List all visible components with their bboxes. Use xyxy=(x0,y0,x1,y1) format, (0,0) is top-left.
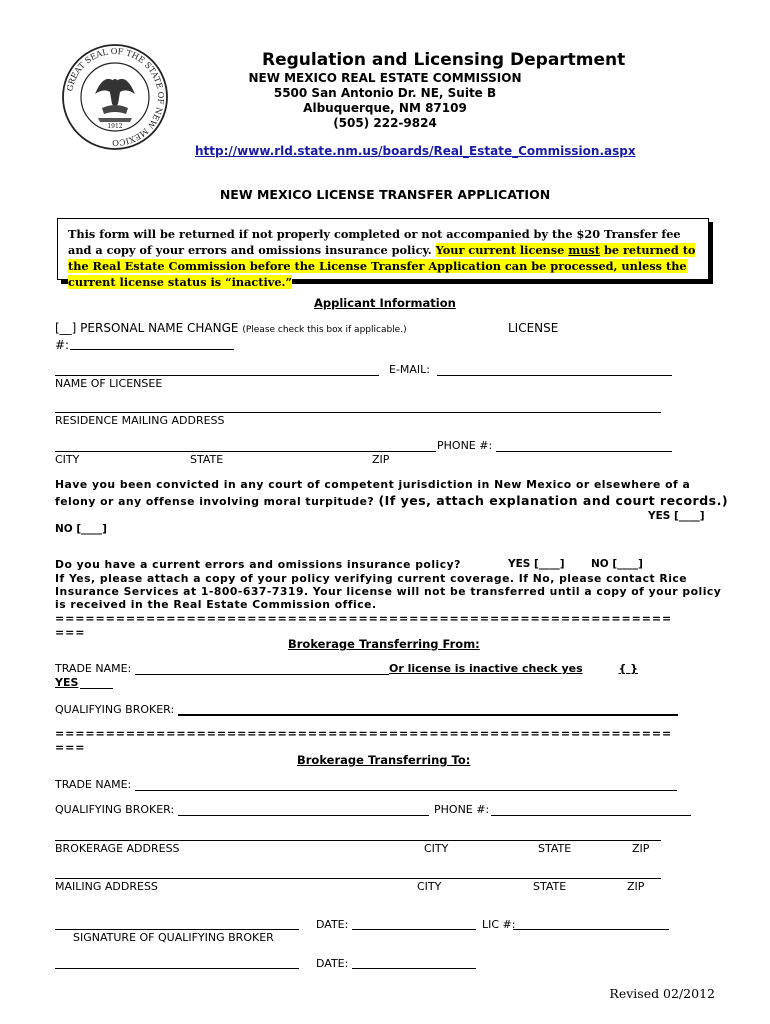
svg-text:1912: 1912 xyxy=(107,123,123,130)
brokerage-from-title: Brokerage Transferring From: xyxy=(288,637,480,651)
notice-highlight: Your current license must be returned to the Real Estate Commission before the License Transfer Application can be processed, unless the current license status is “inactive.” xyxy=(68,243,696,289)
residence-address-field[interactable] xyxy=(55,412,661,413)
notice-box xyxy=(57,218,709,289)
name-change-note: (Please check this box if applicable.) xyxy=(242,325,407,335)
phone-number: (505) 222-9824 xyxy=(333,116,437,130)
signature-label: SIGNATURE OF QUALIFYING BROKER xyxy=(73,931,274,944)
brokerage-zip-label: ZIP xyxy=(632,842,650,855)
conviction-question-line1: Have you been convicted in any court of competent jurisdiction in New Mexico or elsewhere of a xyxy=(55,478,691,491)
insurance-line3: Insurance Services at 1-800-637-7319. Your license will not be transferred until a copy of your policy xyxy=(55,585,722,598)
insurance-line4: is received in the Real Estate Commission office. xyxy=(55,598,377,611)
street-address: 5500 San Antonio Dr. NE, Suite B xyxy=(273,86,497,100)
revised-date: Revised 02/2012 xyxy=(609,986,715,1001)
divider-line-2-end: === xyxy=(55,741,86,754)
mailing-state-label: STATE xyxy=(533,880,567,893)
brokerage-state-label: STATE xyxy=(538,842,572,855)
state-label: STATE xyxy=(190,453,224,466)
conviction-yes-checkbox[interactable]: YES [____] xyxy=(648,510,705,522)
from-qualifying-broker-field[interactable] xyxy=(178,714,678,716)
signature-field[interactable] xyxy=(55,929,299,930)
signature-field-2[interactable] xyxy=(55,968,299,969)
phone-label: PHONE #: xyxy=(437,439,493,452)
from-trade-name-label: TRADE NAME: xyxy=(55,662,132,675)
mailing-city-label: CITY xyxy=(417,880,442,893)
commission-name: NEW MEXICO REAL ESTATE COMMISSION xyxy=(248,71,522,85)
insurance-yes-checkbox[interactable]: YES [____] xyxy=(508,558,565,570)
name-of-licensee-label: NAME OF LICENSEE xyxy=(55,377,163,390)
applicant-section-title: Applicant Information xyxy=(314,296,456,310)
date-field-2[interactable] xyxy=(352,968,476,969)
mailing-zip-label: ZIP xyxy=(627,880,645,893)
license-number-field[interactable] xyxy=(70,349,234,350)
from-trade-name-field[interactable] xyxy=(135,674,389,675)
lic-label: LIC #: xyxy=(482,918,516,931)
divider-line-2: ============================================================= xyxy=(55,727,673,740)
license-label: LICENSE xyxy=(508,321,559,335)
city-state-zip-field[interactable] xyxy=(55,451,436,452)
conviction-question-line2: felony or any offense involving moral turpitude? (If yes, attach explanation and court records.) xyxy=(55,493,729,508)
brokerage-to-title: Brokerage Transferring To: xyxy=(297,753,471,767)
from-qualifying-broker-label: QUALIFYING BROKER: xyxy=(55,703,175,716)
residence-address-label: RESIDENCE MAILING ADDRESS xyxy=(55,414,225,427)
to-qualifying-broker-label: QUALIFYING BROKER: xyxy=(55,803,175,816)
insurance-no-checkbox[interactable]: NO [____] xyxy=(591,558,643,570)
date-field[interactable] xyxy=(352,929,476,930)
commission-website-link[interactable]: http://www.rld.state.nm.us/boards/Real_Estate_Commission.aspx xyxy=(195,144,636,158)
brokerage-address-label: BROKERAGE ADDRESS xyxy=(55,842,180,855)
svg-text:GREAT SEAL OF THE STATE OF NEW: GREAT SEAL OF THE STATE OF NEW MEXICO xyxy=(64,45,167,149)
phone-field[interactable] xyxy=(496,451,672,452)
lic-field[interactable] xyxy=(513,929,669,930)
license-hash-label: #: xyxy=(55,338,70,352)
to-trade-name-field[interactable] xyxy=(135,790,677,791)
insurance-question: Do you have a current errors and omissions insurance policy? xyxy=(55,558,461,571)
form-title: NEW MEXICO LICENSE TRANSFER APPLICATION xyxy=(219,187,551,202)
to-trade-name-label: TRADE NAME: xyxy=(55,778,132,791)
date-label: DATE: xyxy=(316,918,349,931)
date-label-2: DATE: xyxy=(316,957,349,970)
conviction-no-checkbox[interactable]: NO [____] xyxy=(55,523,107,535)
inactive-license-option[interactable]: Or license is inactive check yes { } xyxy=(389,662,638,675)
divider-line-end: === xyxy=(55,626,86,639)
email-field[interactable] xyxy=(437,375,672,376)
mailing-address-label: MAILING ADDRESS xyxy=(55,880,158,893)
inactive-yes-label: YES xyxy=(55,676,79,689)
mailing-address-field[interactable] xyxy=(55,878,661,879)
brokerage-city-label: CITY xyxy=(424,842,449,855)
insurance-line2: If Yes, please attach a copy of your policy verifying current coverage. If No, please contact Rice xyxy=(55,572,688,585)
zip-label: ZIP xyxy=(372,453,390,466)
licensee-name-field[interactable] xyxy=(55,375,379,376)
brokerage-address-field[interactable] xyxy=(55,840,661,841)
notice-text: This form will be returned if not properly completed or not accompanied by the $20 Transfer fee and a copy of your errors and omissions insurance policy. xyxy=(68,227,681,257)
name-change-checkbox[interactable]: [__] PERSONAL NAME CHANGE (Please check this box if applicable.) xyxy=(55,321,407,335)
department-title: Regulation and Licensing Department xyxy=(262,50,626,70)
inactive-yes-field[interactable] xyxy=(80,688,113,689)
to-phone-label: PHONE #: xyxy=(434,803,490,816)
divider-line: ============================================================= xyxy=(55,612,673,625)
to-qualifying-broker-field[interactable] xyxy=(178,815,429,816)
city-state-zip: Albuquerque, NM 87109 xyxy=(303,101,467,115)
to-phone-field[interactable] xyxy=(491,815,691,816)
email-label: E-MAIL: xyxy=(389,363,431,376)
city-label: CITY xyxy=(55,453,80,466)
